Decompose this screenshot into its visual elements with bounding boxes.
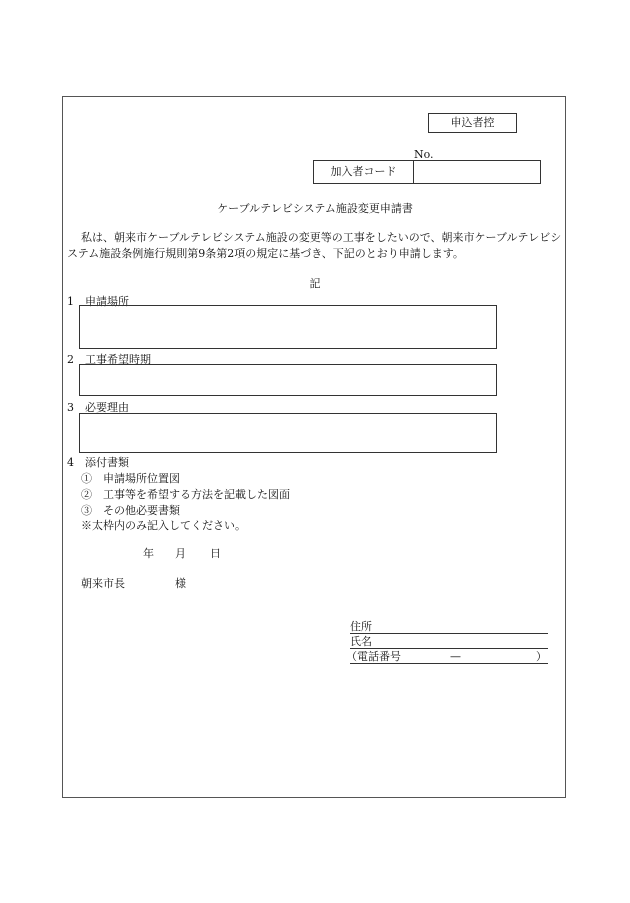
phone-label: （電話番号 [346,650,401,663]
name-field[interactable] [350,648,548,649]
address-field[interactable] [350,633,548,634]
application-statement: 私は、朝来市ケーブルテレビシステム施設の変更等の工事をしたいので、朝来市ケーブルテレビシステム施設条例施行規則第9条第2項の規定に基づき、下記のとおり申請します。 [67,231,562,260]
section-4-label: 添付書類 [85,456,129,469]
section-2-label: 工事希望時期 [85,353,151,366]
addressee-honorific: 様 [175,577,186,590]
addressee-name: 朝来市長 [81,577,125,590]
date-year-label: 年 [143,547,154,560]
attachment-item: ③ その他必要書類 [81,504,180,517]
ki-heading: 記 [309,277,321,290]
section-2-number: 2 [67,353,74,366]
section-3-label: 必要理由 [85,401,129,414]
subscriber-code-box [313,160,541,184]
name-label: 氏名 [350,635,372,648]
section-1-number: 1 [67,295,74,308]
date-day-label: 日 [210,547,221,560]
phone-dash: — [450,650,461,663]
subscriber-code-field[interactable] [414,161,540,183]
form-title: ケーブルテレビシステム施設変更申請書 [217,202,413,215]
application-location-field[interactable] [79,305,497,349]
attachment-item: ① 申請場所位置図 [81,472,180,485]
subscriber-code-label: 加入者コード [314,161,414,183]
phone-close: ） [536,650,547,663]
application-form-page [62,96,566,798]
phone-field[interactable] [350,663,548,664]
section-3-number: 3 [67,401,74,414]
desired-construction-period-field[interactable] [79,364,497,396]
no-label: No. [414,148,434,161]
applicant-copy-label: 申込者控 [428,113,517,133]
section-4-number: 4 [67,456,74,469]
filling-note: ※太枠内のみ記入してください。 [81,519,246,532]
section-1-label: 申請場所 [85,295,129,308]
address-label: 住所 [350,620,372,633]
date-month-label: 月 [175,547,186,560]
attachment-item: ② 工事等を希望する方法を記載した図面 [81,488,290,501]
reason-field[interactable] [79,413,497,453]
